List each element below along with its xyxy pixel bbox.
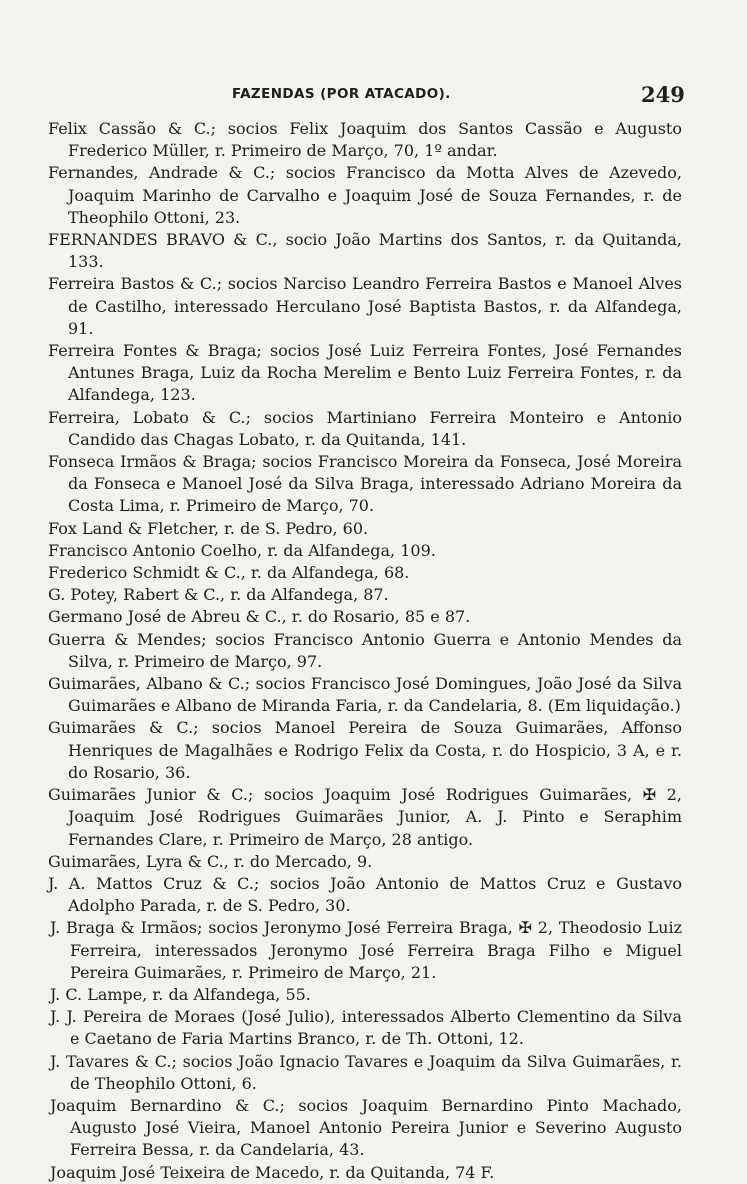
directory-entry: Fernandes, Andrade & C.; socios Francisco da Motta Alves de Azevedo, Joaquim Marinho de Carvalho e Joaquim José de Souza Fernandes, r. de Theophilo Ottoni, 23. <box>48 163 682 227</box>
directory-entry: Felix Cassão & C.; socios Felix Joaquim dos Santos Cassão e Augusto Frederico Müller, r. Primeiro de Março, 70, 1º andar. <box>48 119 682 161</box>
directory-entry: J. C. Lampe, r. da Alfandega, 55. <box>50 984 311 1004</box>
running-title: FAZENDAS (POR ATACADO). <box>232 86 451 102</box>
directory-entry: FERNANDES BRAVO & C., socio João Martins dos Santos, r. da Quitanda, 133. <box>48 230 682 272</box>
directory-entry: J. A. Mattos Cruz & C.; socios João Antonio de Mattos Cruz e Gustavo Adolpho Parada, r. de S. Pedro, 30. <box>48 873 682 916</box>
directory-entry: J. J. Pereira de Moraes (José Julio), interessados Alberto Clementino da Silva e Caetano de Faria Martins Branco, r. de Th. Ottoni, 12. <box>50 1007 682 1049</box>
directory-entry: G. Potey, Rabert & C., r. da Alfandega, 87. <box>48 585 389 605</box>
directory-entry: Fonseca Irmãos & Braga; socios Francisco Moreira da Fonseca, José Moreira da Fonseca e Manoel José da Silva Braga, interessado Adriano Moreira da Costa Lima, r. Primeiro de Março, 70. <box>48 452 682 516</box>
directory-entry: Fox Land & Fletcher, r. de S. Pedro, 60. <box>48 518 369 538</box>
directory-entry: Germano José de Abreu & C., r. do Rosario, 85 e 87. <box>48 607 471 627</box>
directory-entry: J. Braga & Irmãos; socios Jeronymo José Ferreira Braga, ✠ 2, Theodosio Luiz Ferreira, interessados Jeronymo José Ferreira Braga Filho e Miguel Pereira Guimarães, r. Primeiro de Março, 21. <box>50 918 682 982</box>
entry-list <box>48 118 682 1184</box>
directory-entry: Guimarães & C.; socios Manoel Pereira de Souza Guimarães, Affonso Henriques de Magalhães e Rodrigo Felix da Costa, r. do Hospicio, 3 A, e r. do Rosario, 36. <box>48 718 682 782</box>
page-header <box>0 82 747 108</box>
directory-entry: Guimarães Junior & C.; socios Joaquim José Rodrigues Guimarães, ✠ 2, Joaquim José Rodrigues Guimarães Junior, A. J. Pinto e Seraphim Fernandes Clare, r. Primeiro de Março, 28 antigo. <box>48 785 682 849</box>
directory-entry: Ferreira Fontes & Braga; socios José Luiz Ferreira Fontes, José Fernandes Antunes Braga, Luiz da Rocha Merelim e Bento Luiz Ferreira Fontes, r. da Alfandega, 123. <box>48 341 682 405</box>
page-number: 249 <box>641 82 685 107</box>
directory-entry: J. Tavares & C.; socios João Ignacio Tavares e Joaquim da Silva Guimarães, r. de Theophilo Ottoni, 6. <box>50 1051 682 1093</box>
directory-entry: Guimarães, Albano & C.; socios Francisco José Domingues, João José da Silva Guimarães e Albano de Miranda Faria, r. da Candelaria, 8. (Em liquidação.) <box>48 674 682 716</box>
directory-entry: Joaquim Bernardino & C.; socios Joaquim Bernardino Pinto Machado, Augusto José Vieira, Manoel Antonio Pereira Junior e Severino Augusto Ferreira Bessa, r. da Candelaria, 43. <box>50 1095 682 1160</box>
directory-entry: Frederico Schmidt & C., r. da Alfandega, 68. <box>48 563 410 583</box>
directory-entry: Francisco Antonio Coelho, r. da Alfandega, 109. <box>48 540 436 560</box>
directory-entry: Joaquim José Teixeira de Macedo, r. da Quitanda, 74 F. <box>50 1162 495 1182</box>
directory-entry: Guerra & Mendes; socios Francisco Antonio Guerra e Antonio Mendes da Silva, r. Primeiro de Março, 97. <box>48 629 682 671</box>
directory-entry: Ferreira Bastos & C.; socios Narciso Leandro Ferreira Bastos e Manoel Alves de Castilho, interessado Herculano José Baptista Bastos, r. da Alfandega, 91. <box>48 274 682 338</box>
directory-entry: Ferreira, Lobato & C.; socios Martiniano Ferreira Monteiro e Antonio Candido das Chagas Lobato, r. da Quitanda, 141. <box>48 407 682 449</box>
directory-entry: Guimarães, Lyra & C., r. do Mercado, 9. <box>48 851 373 871</box>
